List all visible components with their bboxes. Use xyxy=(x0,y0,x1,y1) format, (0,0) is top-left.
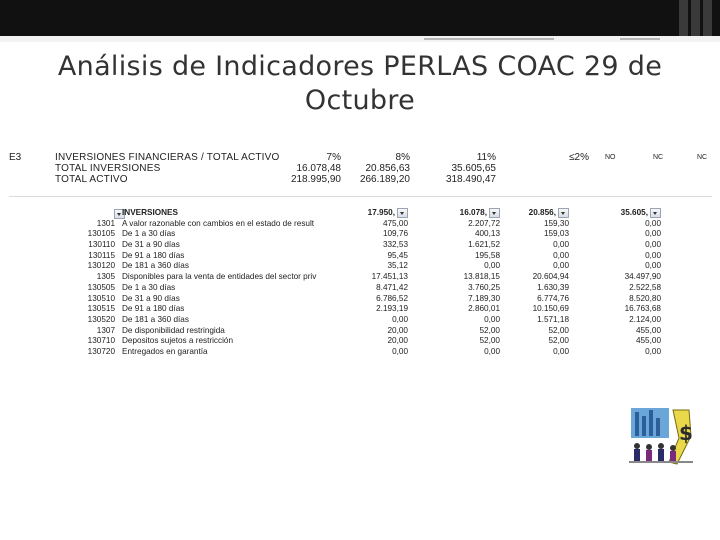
value-cell: 0,00 xyxy=(392,314,408,324)
accent-line xyxy=(0,36,720,42)
dropdown-arrow-icon[interactable] xyxy=(650,208,661,218)
account-description: De disponibilidad restringida xyxy=(122,325,225,335)
value-cell: 34.497,90 xyxy=(624,272,661,282)
account-description: A valor razonable con cambios en el estado de result xyxy=(122,218,315,228)
dropdown-arrow-icon[interactable] xyxy=(397,208,408,218)
value-cell: 52,00 xyxy=(548,325,569,335)
value-cell: 455,00 xyxy=(635,325,661,335)
table-row xyxy=(80,283,670,294)
value-cell: 0,00 xyxy=(553,240,569,250)
value-cell: 266.189,20 xyxy=(359,174,410,185)
value-cell: 218.995,90 xyxy=(290,174,341,185)
value-cell: 475,00 xyxy=(382,218,408,228)
value-cell: 13.818,15 xyxy=(463,272,500,282)
table-row xyxy=(80,229,670,240)
account-code: 130510 xyxy=(87,293,115,303)
account-code: 130720 xyxy=(87,346,115,356)
indicator-label: TOTAL ACTIVO xyxy=(55,174,128,185)
value-cell: 159,03 xyxy=(543,229,569,239)
value-cell: 0,00 xyxy=(392,346,408,356)
summary-table xyxy=(9,152,712,185)
account-code: 130120 xyxy=(87,261,115,271)
value-cell: 35,12 xyxy=(387,261,408,271)
value-cell: 0,00 xyxy=(484,261,500,271)
account-code: 130710 xyxy=(87,336,115,346)
value-cell: 8.520,80 xyxy=(629,293,661,303)
value-cell: 0,00 xyxy=(553,346,569,356)
table-row xyxy=(80,347,670,358)
value-cell: 6.786,52 xyxy=(376,293,408,303)
value-cell: 0,00 xyxy=(553,250,569,260)
header-cell: 20.856, xyxy=(529,208,569,219)
account-code: 1305 xyxy=(96,272,115,282)
top-bar-segment xyxy=(691,0,700,36)
status-cell: NC xyxy=(653,154,664,161)
value-cell: 0,00 xyxy=(645,240,661,250)
value-cell: 0,00 xyxy=(484,346,500,356)
goal-cell: ≤2% xyxy=(569,152,589,163)
summary-row xyxy=(9,174,712,185)
header-cell: 16.078, xyxy=(460,208,500,219)
table-row xyxy=(80,315,670,326)
status-cell: NC xyxy=(697,154,708,161)
detail-header-row xyxy=(80,208,670,219)
account-description: Entregados en garantía xyxy=(122,346,208,356)
dropdown-arrow-icon[interactable] xyxy=(489,208,500,218)
value-cell: 0,00 xyxy=(645,229,661,239)
indicator-code: E3 xyxy=(9,152,22,163)
value-cell: 20.856,63 xyxy=(365,163,410,174)
account-code: 130505 xyxy=(87,282,115,292)
account-code: 1301 xyxy=(96,218,115,228)
account-description: Depositos sujetos a restricción xyxy=(122,336,234,346)
value-cell: 3.760,25 xyxy=(468,282,500,292)
account-code: 130515 xyxy=(87,304,115,314)
account-description: De 181 a 360 días xyxy=(122,314,189,324)
account-description: De 31 a 90 días xyxy=(122,293,180,303)
value-cell: 95,45 xyxy=(387,250,408,260)
business-clipart-icon xyxy=(629,406,693,466)
table-row xyxy=(80,336,670,347)
account-description: Disponibles para la venta de entidades del sector priv xyxy=(122,272,317,282)
accent-mark xyxy=(424,38,554,40)
detail-table xyxy=(80,208,670,358)
table-row xyxy=(80,219,670,230)
account-code: 130115 xyxy=(88,250,115,260)
slide-top-bar xyxy=(0,0,720,36)
value-cell: 10.150,69 xyxy=(532,304,569,314)
value-cell: 52,00 xyxy=(479,336,500,346)
account-description: De 91 a 180 días xyxy=(122,304,185,314)
value-cell: 8% xyxy=(395,152,410,163)
value-cell: 20.604,94 xyxy=(532,272,569,282)
value-cell: 109,76 xyxy=(382,229,408,239)
account-code: 130110 xyxy=(88,240,115,250)
table-row xyxy=(80,304,670,315)
table-row xyxy=(80,294,670,305)
value-cell: 455,00 xyxy=(635,336,661,346)
summary-divider xyxy=(9,196,712,197)
value-cell: 195,58 xyxy=(474,250,500,260)
account-code: 130105 xyxy=(87,229,115,239)
value-cell: 1.571,18 xyxy=(537,314,569,324)
value-cell: 6.774,76 xyxy=(537,293,569,303)
indicator-label: INVERSIONES FINANCIERAS / TOTAL ACTIVO xyxy=(55,152,280,163)
table-row xyxy=(80,261,670,272)
value-cell: 20,00 xyxy=(387,325,408,335)
value-cell: 11% xyxy=(476,152,496,163)
value-cell: 2.207,72 xyxy=(468,218,500,228)
value-cell: 52,00 xyxy=(479,325,500,335)
value-cell: 16.078,48 xyxy=(296,163,341,174)
account-code: 130520 xyxy=(87,314,115,324)
summary-row xyxy=(9,152,712,163)
indicator-label: TOTAL INVERSIONES xyxy=(55,163,161,174)
account-description: De 31 a 90 días xyxy=(122,240,180,250)
value-cell: 2.860,01 xyxy=(468,304,500,314)
table-row xyxy=(80,240,670,251)
table-row xyxy=(80,326,670,337)
value-cell: 0,00 xyxy=(645,218,661,228)
value-cell: 0,00 xyxy=(553,261,569,271)
value-cell: 318.490,47 xyxy=(445,174,496,185)
value-cell: 7.189,30 xyxy=(468,293,500,303)
detail-header-label: INVERSIONES xyxy=(122,208,178,217)
top-bar-segment xyxy=(679,0,688,36)
value-cell: 0,00 xyxy=(645,261,661,271)
account-code: 1307 xyxy=(96,325,115,335)
value-cell: 35.605,65 xyxy=(451,163,496,174)
slide-title: Análisis de Indicadores PERLAS COAC 29 de Octubre xyxy=(57,51,663,116)
summary-row xyxy=(9,163,712,174)
dropdown-arrow-icon[interactable] xyxy=(558,208,569,218)
account-description: De 181 a 360 días xyxy=(122,261,189,271)
table-row xyxy=(80,251,670,262)
value-cell: 400,13 xyxy=(474,229,500,239)
value-cell: 7% xyxy=(326,152,341,163)
value-cell: 52,00 xyxy=(548,336,569,346)
detail-rows xyxy=(80,219,670,358)
value-cell: 2.193,19 xyxy=(376,304,408,314)
top-bar-segment xyxy=(703,0,712,36)
value-cell: 0,00 xyxy=(645,346,661,356)
value-cell: 0,00 xyxy=(484,314,500,324)
value-cell: 0,00 xyxy=(645,250,661,260)
value-cell: 20,00 xyxy=(387,336,408,346)
header-cell: 35.605, xyxy=(621,208,661,219)
value-cell: 1.630,39 xyxy=(537,282,569,292)
table-row xyxy=(80,272,670,283)
accent-mark xyxy=(620,38,660,40)
account-description: De 1 a 30 días xyxy=(122,282,176,292)
value-cell: 2.522,58 xyxy=(629,282,661,292)
status-cell: NO xyxy=(605,154,616,161)
value-cell: 2.124,00 xyxy=(629,314,661,324)
value-cell: 8.471,42 xyxy=(376,282,408,292)
value-cell: 159,30 xyxy=(543,218,569,228)
account-description: De 1 a 30 días xyxy=(122,229,176,239)
account-description: De 91 a 180 días xyxy=(122,250,185,260)
value-cell: 332,53 xyxy=(382,240,408,250)
value-cell: 17.451,13 xyxy=(371,272,408,282)
value-cell: 16.763,68 xyxy=(624,304,661,314)
svg-text:$: $ xyxy=(679,421,693,445)
value-cell: 1.621,52 xyxy=(468,240,500,250)
header-cell: 17.950, xyxy=(368,208,408,219)
